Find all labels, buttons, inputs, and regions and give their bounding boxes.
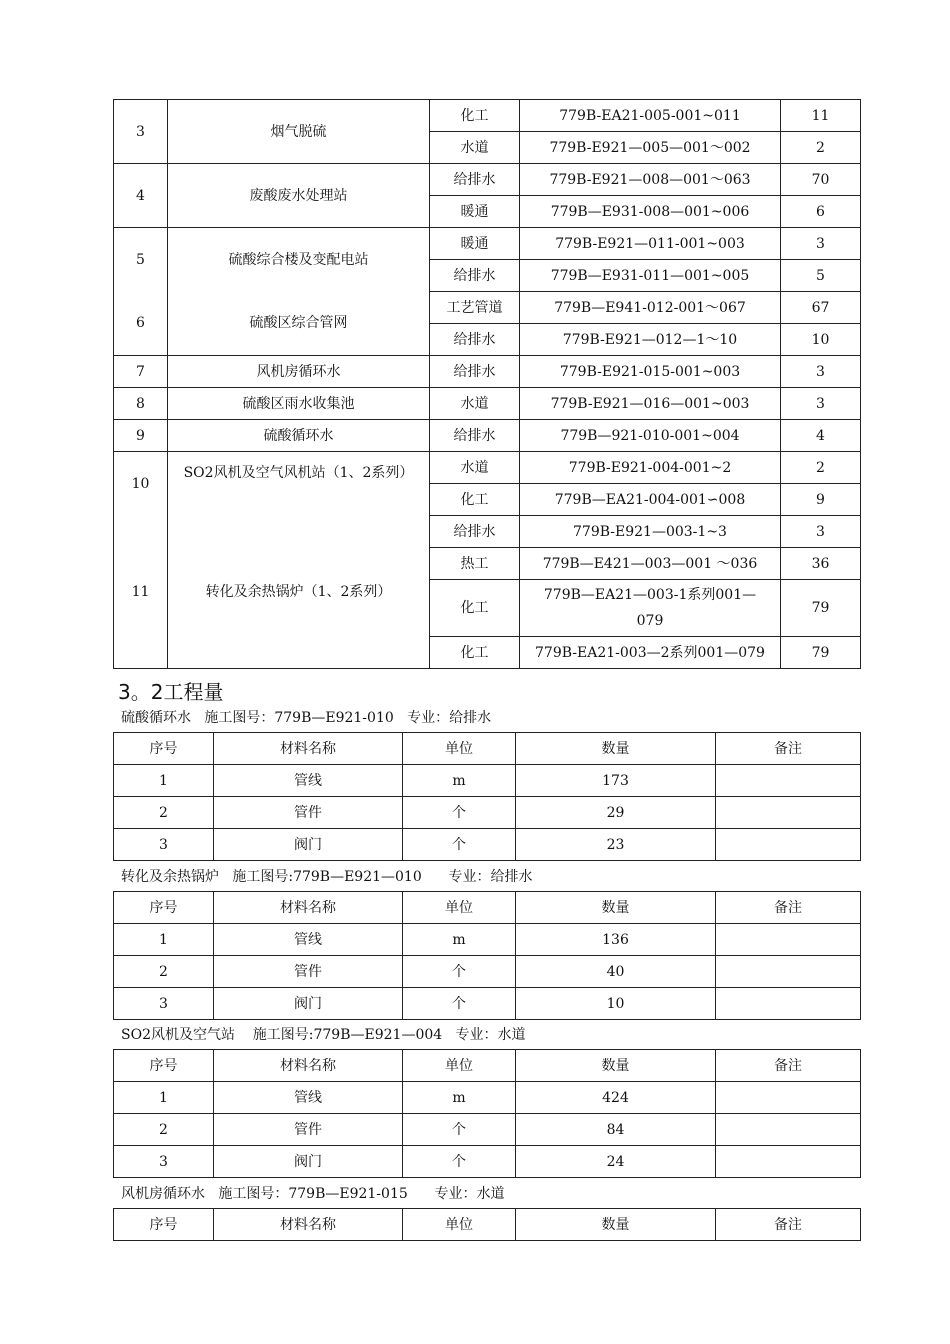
row-number: 3	[114, 1146, 214, 1178]
drawing-number: 779B—E941-012-001～067	[520, 292, 781, 324]
item-name: SO2风机及空气风机站（1、2系列）	[168, 452, 430, 548]
material-name: 阀门	[214, 829, 403, 861]
sheet-count: 3	[781, 356, 861, 388]
item-name: 转化及余热锅炉（1、2系列）	[168, 548, 430, 669]
col-header-quantity: 数量	[516, 892, 716, 924]
material-name: 管线	[214, 924, 403, 956]
drawing-list-table	[113, 99, 861, 669]
row-number: 2	[114, 956, 214, 988]
unit: 个	[403, 956, 516, 988]
sheet-count: 11	[781, 100, 861, 132]
col-header-remark: 备注	[716, 1050, 861, 1082]
drawing-number: 779B—E931-011—001~005	[520, 260, 781, 292]
remark	[716, 829, 861, 861]
specialty: 水道	[430, 388, 520, 420]
quantity: 10	[516, 988, 716, 1020]
specialty: 给排水	[430, 420, 520, 452]
unit: 个	[403, 1114, 516, 1146]
unit: 个	[403, 988, 516, 1020]
table-header-row	[114, 733, 861, 765]
drawing-number: 779B—EA21—003-1系列001—079	[520, 580, 781, 637]
specialty: 化工	[430, 580, 520, 637]
col-header-remark: 备注	[716, 733, 861, 765]
specialty: 水道	[430, 132, 520, 164]
item-name: 硫酸区综合管网	[168, 292, 430, 356]
col-header-quantity: 数量	[516, 1209, 716, 1241]
remark	[716, 1114, 861, 1146]
row-number: 2	[114, 797, 214, 829]
item-number: 10	[114, 452, 168, 548]
specialty: 给排水	[430, 260, 520, 292]
quantity: 29	[516, 797, 716, 829]
unit: 个	[403, 797, 516, 829]
item-name: 废酸废水处理站	[168, 164, 430, 228]
col-header-number: 序号	[114, 1050, 214, 1082]
specialty: 给排水	[430, 324, 520, 356]
material-name: 阀门	[214, 1146, 403, 1178]
drawing-number: 779B-E921-015-001~003	[520, 356, 781, 388]
unit: m	[403, 924, 516, 956]
specialty: 工艺管道	[430, 292, 520, 324]
remark	[716, 956, 861, 988]
sheet-count: 79	[781, 637, 861, 669]
quantity: 136	[516, 924, 716, 956]
row-number: 2	[114, 1114, 214, 1146]
col-header-unit: 单位	[403, 892, 516, 924]
unit: m	[403, 765, 516, 797]
col-header-unit: 单位	[403, 733, 516, 765]
sheet-count: 67	[781, 292, 861, 324]
table-caption: SO2风机及空气站 施工图号:779B—E921—004 专业：水道	[121, 1027, 526, 1043]
material-name: 阀门	[214, 988, 403, 1020]
drawing-number: 779B—E421—003—001 ～036	[520, 548, 781, 580]
sheet-count: 70	[781, 164, 861, 196]
sheet-count: 3	[781, 388, 861, 420]
table-row	[114, 1082, 861, 1114]
remark	[716, 924, 861, 956]
sheet-count: 10	[781, 324, 861, 356]
col-header-unit: 单位	[403, 1050, 516, 1082]
row-number: 3	[114, 829, 214, 861]
quantity: 40	[516, 956, 716, 988]
table-row	[114, 548, 861, 580]
table-row	[114, 956, 861, 988]
sheet-count: 2	[781, 452, 861, 484]
sheet-count: 79	[781, 580, 861, 637]
drawing-number: 779B-E921-004-001~2	[520, 452, 781, 484]
table-row	[114, 452, 861, 484]
material-name: 管件	[214, 797, 403, 829]
item-name: 硫酸区雨水收集池	[168, 388, 430, 420]
quantity-table	[113, 891, 861, 1020]
table-row	[114, 100, 861, 132]
specialty: 给排水	[430, 356, 520, 388]
item-name: 硫酸循环水	[168, 420, 430, 452]
remark	[716, 765, 861, 797]
table-row	[114, 388, 861, 420]
sheet-count: 36	[781, 548, 861, 580]
specialty: 暖通	[430, 196, 520, 228]
remark	[716, 797, 861, 829]
table-row	[114, 228, 861, 260]
remark	[716, 1146, 861, 1178]
col-header-number: 序号	[114, 1209, 214, 1241]
col-header-number: 序号	[114, 892, 214, 924]
col-header-material: 材料名称	[214, 733, 403, 765]
quantity: 24	[516, 1146, 716, 1178]
item-number: 7	[114, 356, 168, 388]
table-row	[114, 420, 861, 452]
drawing-number: 779B-E921—011-001~003	[520, 228, 781, 260]
item-number: 8	[114, 388, 168, 420]
drawing-number: 779B—921-010-001~004	[520, 420, 781, 452]
table-row	[114, 1146, 861, 1178]
row-number: 3	[114, 988, 214, 1020]
specialty: 水道	[430, 452, 520, 484]
sheet-count: 4	[781, 420, 861, 452]
sheet-count: 5	[781, 260, 861, 292]
col-header-remark: 备注	[716, 892, 861, 924]
material-name: 管线	[214, 765, 403, 797]
col-header-material: 材料名称	[214, 1050, 403, 1082]
item-number: 4	[114, 164, 168, 228]
table-caption: 硫酸循环水 施工图号：779B—E921-010 专业：给排水	[121, 710, 492, 726]
item-number: 9	[114, 420, 168, 452]
drawing-number: 779B-E921—016—001~003	[520, 388, 781, 420]
sheet-count: 9	[781, 484, 861, 516]
table-row	[114, 924, 861, 956]
item-number: 11	[114, 548, 168, 669]
sheet-count: 3	[781, 516, 861, 548]
material-name: 管件	[214, 1114, 403, 1146]
item-name: 烟气脱硫	[168, 100, 430, 164]
material-name: 管件	[214, 956, 403, 988]
table-row	[114, 988, 861, 1020]
drawing-number: 779B-E921—008—001～063	[520, 164, 781, 196]
col-header-quantity: 数量	[516, 733, 716, 765]
specialty: 热工	[430, 548, 520, 580]
drawing-number: 779B-E921—012—1～10	[520, 324, 781, 356]
drawing-number: 779B—E931-008—001~006	[520, 196, 781, 228]
table-caption: 转化及余热锅炉 施工图号:779B—E921—010 专业：给排水	[121, 869, 533, 885]
unit: 个	[403, 1146, 516, 1178]
table-caption: 风机房循环水 施工图号：779B—E921-015 专业：水道	[121, 1186, 505, 1202]
remark	[716, 1082, 861, 1114]
drawing-number: 779B-EA21-003—2系列001—079	[520, 637, 781, 669]
quantity-table	[113, 1208, 861, 1241]
quantity: 424	[516, 1082, 716, 1114]
row-number: 1	[114, 924, 214, 956]
specialty: 化工	[430, 637, 520, 669]
sheet-count: 6	[781, 196, 861, 228]
quantity: 84	[516, 1114, 716, 1146]
table-row	[114, 797, 861, 829]
material-name: 管线	[214, 1082, 403, 1114]
table-row	[114, 292, 861, 324]
table-row	[114, 765, 861, 797]
table-row	[114, 1114, 861, 1146]
drawing-number: 779B-E921—003-1~3	[520, 516, 781, 548]
item-name: 风机房循环水	[168, 356, 430, 388]
unit: m	[403, 1082, 516, 1114]
row-number: 1	[114, 1082, 214, 1114]
sheet-count: 3	[781, 228, 861, 260]
quantity-table	[113, 732, 861, 861]
item-number: 6	[114, 292, 168, 356]
col-header-number: 序号	[114, 733, 214, 765]
unit: 个	[403, 829, 516, 861]
specialty: 给排水	[430, 516, 520, 548]
table-row	[114, 356, 861, 388]
drawing-number: 779B-E921—005—001～002	[520, 132, 781, 164]
sheet-count: 2	[781, 132, 861, 164]
item-number: 5	[114, 228, 168, 292]
table-header-row	[114, 1209, 861, 1241]
section-heading: 3。2工程量	[118, 680, 224, 704]
drawing-number: 779B—EA21-004-001∽008	[520, 484, 781, 516]
col-header-quantity: 数量	[516, 1050, 716, 1082]
table-row	[114, 164, 861, 196]
specialty: 化工	[430, 100, 520, 132]
col-header-material: 材料名称	[214, 1209, 403, 1241]
col-header-unit: 单位	[403, 1209, 516, 1241]
col-header-remark: 备注	[716, 1209, 861, 1241]
quantity: 23	[516, 829, 716, 861]
row-number: 1	[114, 765, 214, 797]
specialty: 给排水	[430, 164, 520, 196]
quantity: 173	[516, 765, 716, 797]
table-header-row	[114, 1050, 861, 1082]
col-header-material: 材料名称	[214, 892, 403, 924]
item-name: 硫酸综合楼及变配电站	[168, 228, 430, 292]
specialty: 暖通	[430, 228, 520, 260]
item-number: 3	[114, 100, 168, 164]
remark	[716, 988, 861, 1020]
quantity-table	[113, 1049, 861, 1178]
table-row	[114, 829, 861, 861]
drawing-number: 779B-EA21-005-001~011	[520, 100, 781, 132]
table-header-row	[114, 892, 861, 924]
specialty: 化工	[430, 484, 520, 516]
